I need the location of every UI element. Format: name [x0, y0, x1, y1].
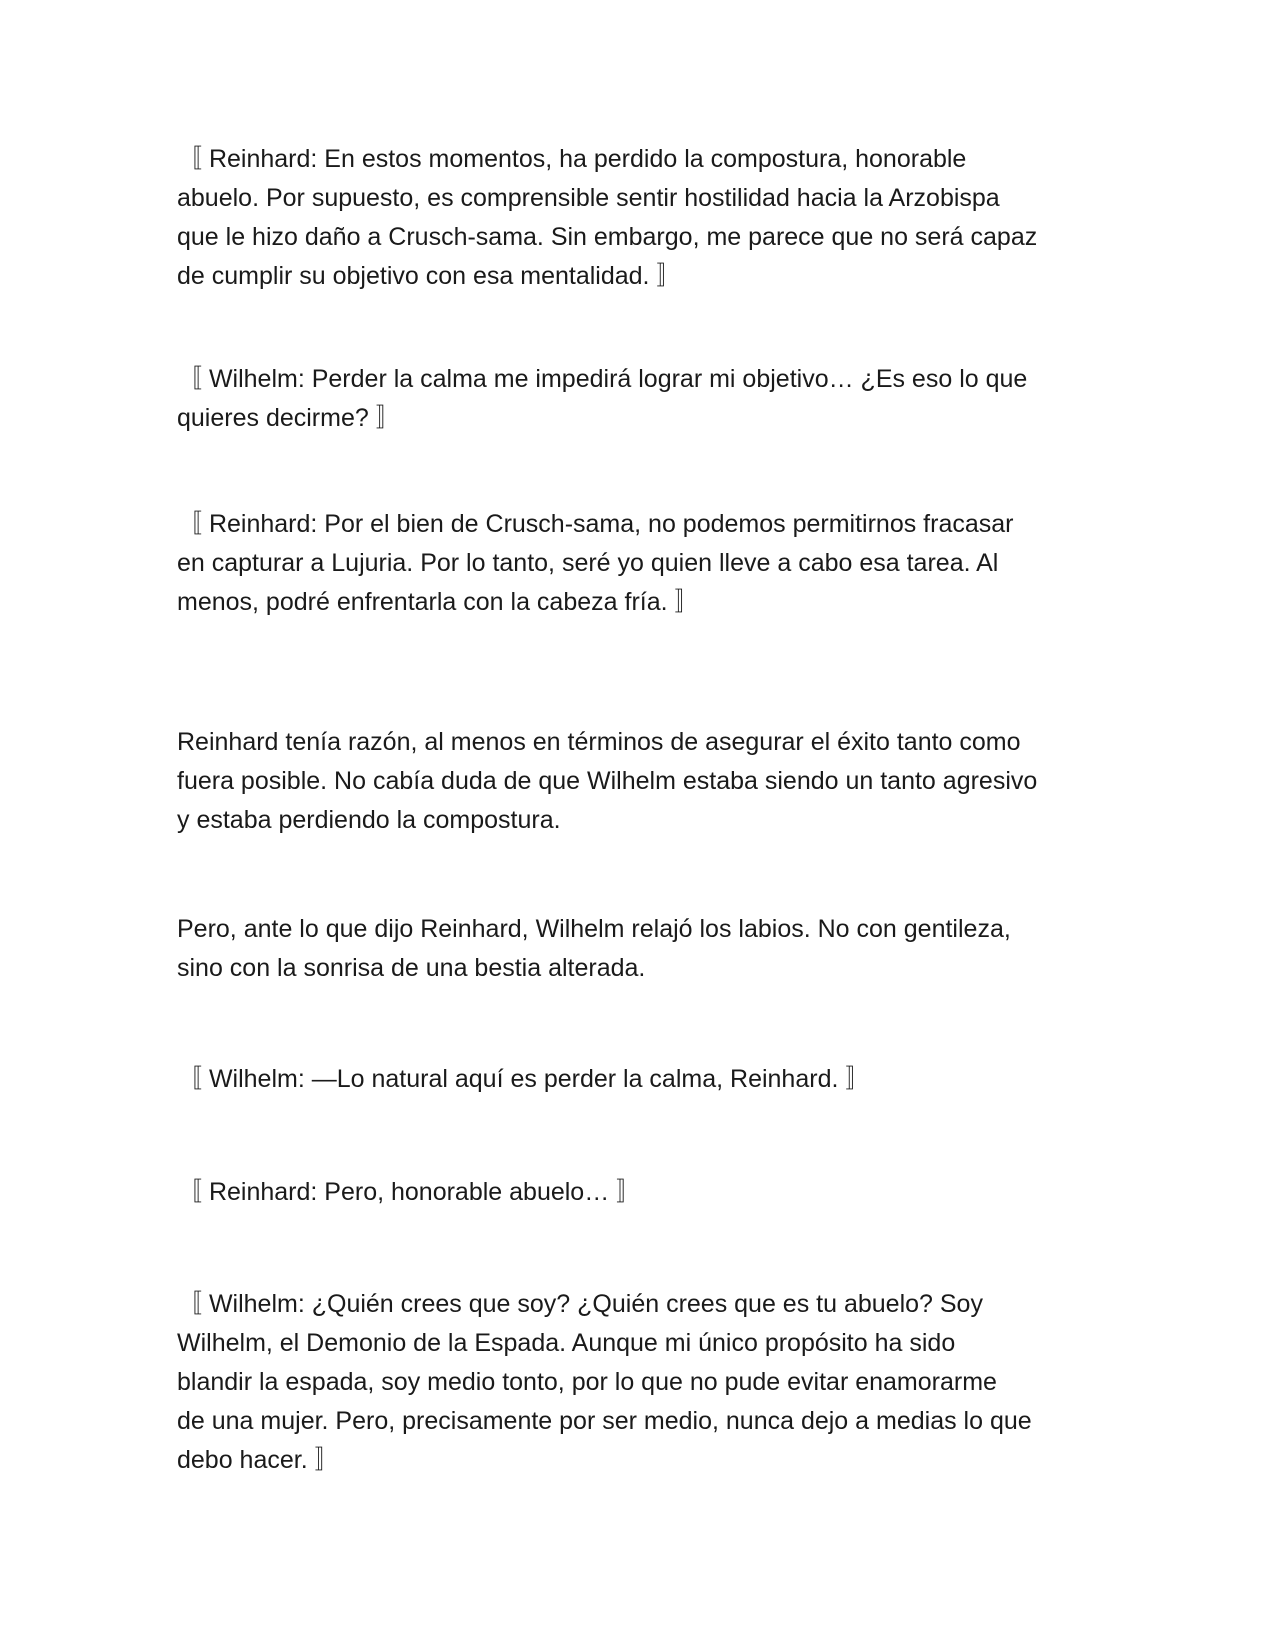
- paragraph-narration-reason: [177, 723, 1107, 840]
- paragraph-wilhelm-natural: [177, 1060, 1107, 1099]
- paragraph-wilhelm-demonio: [177, 1285, 1107, 1480]
- text-line: 〚 Wilhelm: —Lo natural aquí es perder la calma, Reinhard. 〛: [177, 1065, 871, 1093]
- text-line: Pero, ante lo que dijo Reinhard, Wilhelm relajó los labios. No con gentileza,: [177, 915, 1011, 943]
- text-line: Wilhelm, el Demonio de la Espada. Aunque mi único propósito ha sido: [177, 1329, 956, 1357]
- text-line: fuera posible. No cabía duda de que Wilhelm estaba siendo un tanto agresivo: [177, 767, 1038, 795]
- text-line: abuelo. Por supuesto, es comprensible sentir hostilidad hacia la Arzobispa: [177, 184, 1000, 212]
- text-line: y estaba perdiendo la compostura.: [177, 806, 561, 834]
- text-line: 〚 Reinhard: En estos momentos, ha perdido la compostura, honorable: [177, 145, 967, 173]
- text-line: quieres decirme? 〛: [177, 404, 401, 432]
- paragraph-reinhard-composure: [177, 140, 1107, 296]
- paragraph-narration-smile: [177, 910, 1107, 988]
- text-line: Reinhard tenía razón, al menos en términos de asegurar el éxito tanto como: [177, 728, 1021, 756]
- text-line: que le hizo daño a Crusch-sama. Sin embargo, me parece que no será capaz: [177, 223, 1038, 251]
- text-line: en capturar a Lujuria. Por lo tanto, seré yo quien lleve a cabo esa tarea. Al: [177, 549, 999, 577]
- text-line: blandir la espada, soy medio tonto, por lo que no pude evitar enamorarme: [177, 1368, 997, 1396]
- text-line: sino con la sonrisa de una bestia alterada.: [177, 954, 646, 982]
- text-line: 〚 Wilhelm: ¿Quién crees que soy? ¿Quién crees que es tu abuelo? Soy: [177, 1290, 983, 1318]
- paragraph-reinhard-lujuria: [177, 505, 1107, 622]
- text-line: 〚 Reinhard: Pero, honorable abuelo… 〛: [177, 1178, 642, 1206]
- text-line: 〚 Wilhelm: Perder la calma me impedirá lograr mi objetivo… ¿Es eso lo que: [177, 365, 1028, 393]
- text-line: de una mujer. Pero, precisamente por ser medio, nunca dejo a medias lo que: [177, 1407, 1032, 1435]
- text-line: 〚 Reinhard: Por el bien de Crusch-sama, no podemos permitirnos fracasar: [177, 510, 1014, 538]
- text-line: debo hacer. 〛: [177, 1446, 340, 1474]
- paragraph-wilhelm-calm: [177, 360, 1107, 438]
- text-line: de cumplir su objetivo con esa mentalidad. 〛: [177, 262, 682, 290]
- paragraph-reinhard-abuelo: [177, 1173, 1107, 1212]
- text-line: menos, podré enfrentarla con la cabeza fría. 〛: [177, 588, 700, 616]
